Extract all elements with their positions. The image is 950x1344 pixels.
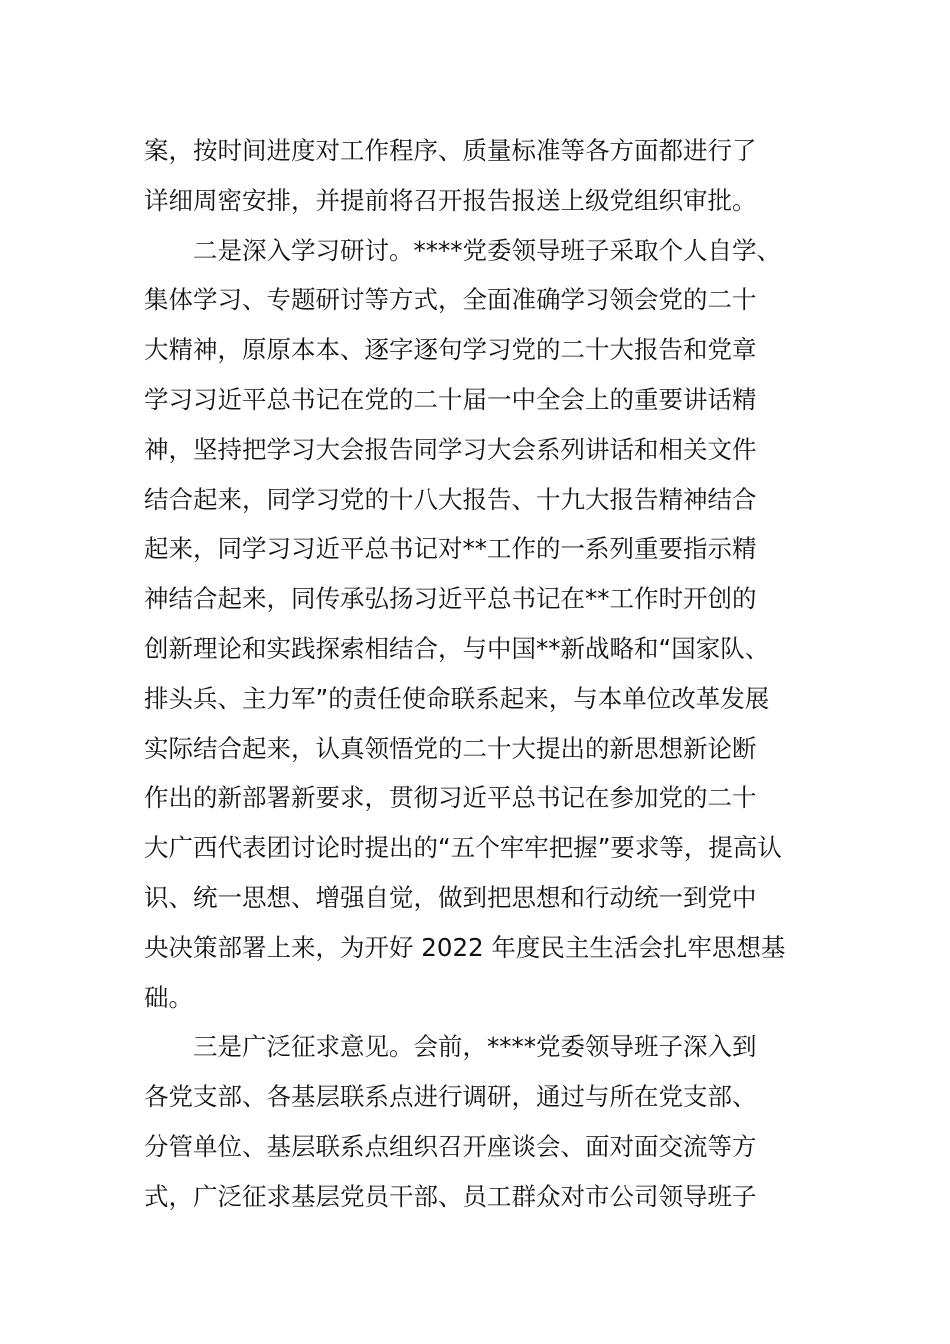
text-line: 神结合起来，同传承弘扬习近平总书记在**工作时开创的 — [144, 584, 757, 614]
text-line: 案，按时间进度对工作程序、质量标准等各方面都进行了 — [144, 136, 757, 165]
text-line: 分管单位、基层联系点组织召开座谈会、面对面交流等方 — [144, 1131, 757, 1161]
text-line: 作出的新部署新要求，贯彻习近平总书记在参加党的二十 — [144, 783, 757, 813]
text-line: 结合起来，同学习党的十八大报告、十九大报告精神结合 — [144, 484, 757, 514]
text-line: 实际结合起来，认真领悟党的二十大提出的新思想新论断 — [144, 733, 757, 763]
text-line: 集体学习、专题研讨等方式，全面准确学习领会党的二十 — [144, 285, 757, 315]
text-line: 学习习近平总书记在党的二十届一中全会上的重要讲话精 — [144, 384, 757, 414]
text-line: 础。 — [144, 982, 193, 1012]
text-line: 详细周密安排，并提前将召开报告报送上级党组织审批。 — [144, 185, 757, 215]
text-line: 起来，同学习习近平总书记对**工作的一系列重要指示精 — [144, 534, 757, 564]
text-line: 大精神，原原本本、逐字逐句学习党的二十大报告和党章 — [144, 335, 757, 365]
document-body — [144, 126, 814, 1222]
text-line: 创新理论和实践探索相结合，与中国**新战略和“国家队、 — [144, 633, 770, 663]
text-line: 三是广泛征求意见。会前，****党委领导班子深入到 — [193, 1032, 757, 1062]
text-line: 大广西代表团讨论时提出的“五个牢牢把握”要求等，提高认 — [144, 833, 782, 863]
text-line: 央决策部署上来，为开好 2022 年度民主生活会扎牢思想基 — [144, 932, 786, 962]
text-line: 各党支部、各基层联系点进行调研，通过与所在党支部、 — [144, 1082, 757, 1112]
text-line: 神，坚持把学习大会报告同学习大会系列讲话和相关文件 — [144, 434, 757, 464]
text-line: 式，广泛征求基层党员干部、员工群众对市公司领导班子 — [144, 1181, 757, 1211]
text-line: 排头兵、主力军”的责任使命联系起来，与本单位改革发展 — [144, 683, 770, 713]
text-line: 二是深入学习研讨。****党委领导班子采取个人自学、 — [193, 235, 781, 265]
text-line: 识、统一思想、增强自觉，做到把思想和行动统一到党中 — [144, 882, 757, 912]
